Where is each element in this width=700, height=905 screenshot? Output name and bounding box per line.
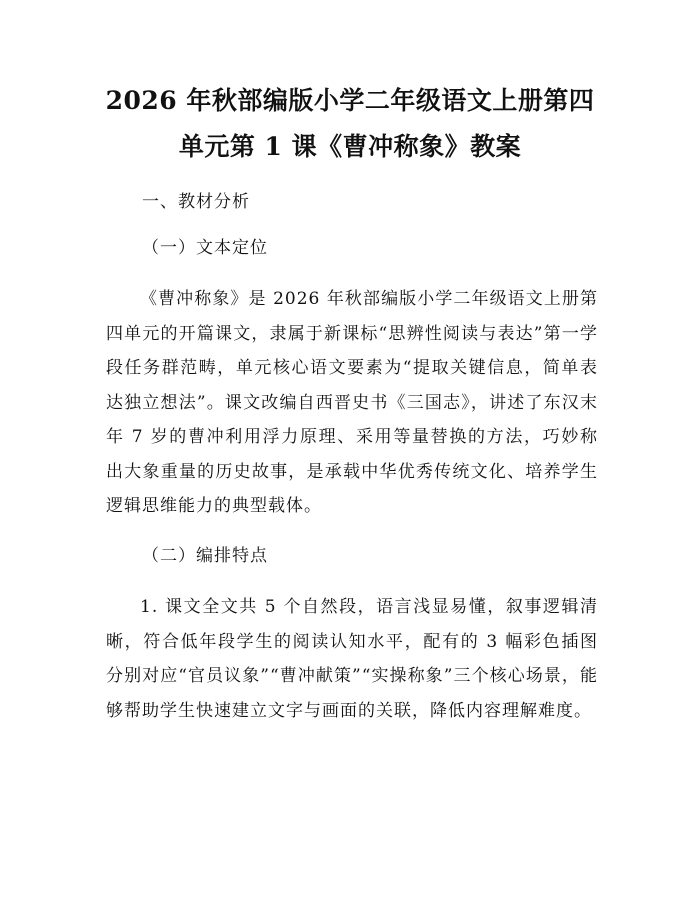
subsection-heading-layout-features: （二）编排特点 [142, 546, 268, 566]
paragraph-layout-features: 1. 课文全文共 5 个自然段，语言浅显易懂，叙事逻辑清晰，符合低年段学生的阅读认知水平，配有的 3 幅彩色插图分别对应“官员议象”“曹冲献策”“实操称象”三个核心场景，能够帮助学生快速建立文字与画面的关联，降低内容理解难度。 [106, 597, 598, 721]
paragraph-text-positioning: 《曹冲称象》是 2026 年秋部编版小学二年级语文上册第四单元的开篇课文，隶属于新课标“思辨性阅读与表达”第一学段任务群范畴，单元核心语文要素为“提取关键信息，简单表达独立想法”。课文改编自西晋史书《三国志》，讲述了东汉末年 7 岁的曹冲利用浮力原理、采用等量替换的方法，巧妙称出大象重量的历史故事，是承载中华优秀传统文化、培养学生逻辑思维能力的典型载体。 [106, 289, 598, 516]
section-heading-material-analysis: 一、教材分析 [142, 192, 250, 212]
document-title: 2026 年秋部编版小学二年级语文上册第四单元第 1 课《曹冲称象》教案 [105, 86, 595, 161]
subsection-heading-text-positioning: （一）文本定位 [142, 238, 268, 258]
